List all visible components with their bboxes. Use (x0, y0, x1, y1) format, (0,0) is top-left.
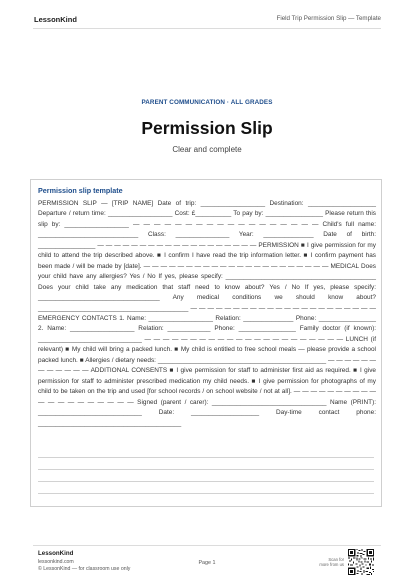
category-kicker: PARENT COMMUNICATION · ALL GRADES (141, 99, 273, 106)
template-box (30, 179, 382, 507)
page-subtitle: Clear and complete (172, 145, 242, 154)
header-divider (33, 28, 381, 29)
qr-code-icon (348, 549, 374, 575)
writing-line (38, 469, 374, 470)
footer-brand: LessonKind (38, 550, 74, 557)
template-heading: Permission slip template (38, 186, 123, 195)
page-title: Permission Slip (141, 118, 273, 138)
writing-line (38, 481, 374, 482)
footer-divider (33, 545, 381, 546)
page-number: Page 1 (198, 560, 216, 566)
template-body: PERMISSION SLIP — [TRIP NAME] Date of trip: __________________ Destination: ___________________ Departure / return time: __________________ Cost: £__________ To pay by: ________________ Please return this slip by: __________________ — — — — — — — — — — — — — — — — — — Child's full name: ____________________________ Class: _______________ Year: ______________ Date of birth: ________________ — — — — — — — — — — — — — — — — — — — PERMISSION ■ I give permission for my child to attend the trip described above. ■ I confirm I have read the trip information letter. ■ I confirm payment has been made / will be made by [date]. — — — — — — — — — — — — — — — — — — — — — — MEDICAL Does your child have any allergies? Yes / No If yes, please specify: __________________________________________ Does your child take any medication that staff need to know about? Yes / No If yes, please specify: __________________________________ Any medical conditions we should know about? __________________________________________ — — — — — — — — — — — — — — — — — — — — — — EMERGENCY CONTACTS 1. Name: __________________ Relation: ______________ Phone: ________________ 2. Name: __________________ Relation: ____________ Phone: ________________ Family doctor (if known): _____________________________ — — — — — — — — — — — — — — — — — — — — — — LUNCH (if relevant) ■ My child will bring a packed lunch. ■ My child is entitled to free school meals — please provide a school packed lunch. ■ Allergies / dietary needs: _______________________________________________ — — — — — — — — — — — — ADDITIONAL CONSENTS ■ I give permission for staff to administer first aid as required. ■ I give permission for staff to administer prescribed medication my child needs. ■ I give permission for photographs of my child to be taken on the trip and used [for school records / on school website / not at all]. — — — — — — — — — — — — — — — — — — — — Signed (parent / carer): ________________________________ Name (PRINT): _____________________________ Date: ___________________ Day-time contact phone: ________________________________________ (38, 200, 376, 427)
writing-line (38, 493, 374, 494)
page-header (0, 0, 414, 30)
footer-site: lessonkind.com (38, 559, 74, 565)
writing-line (38, 457, 374, 458)
qr-caption: Scan for more from us (319, 557, 344, 567)
document-label: Field Trip Permission Slip — Template (276, 15, 381, 22)
footer-copyright: © LessonKind — for classroom use only (38, 566, 131, 572)
brand-name: LessonKind (34, 15, 77, 24)
